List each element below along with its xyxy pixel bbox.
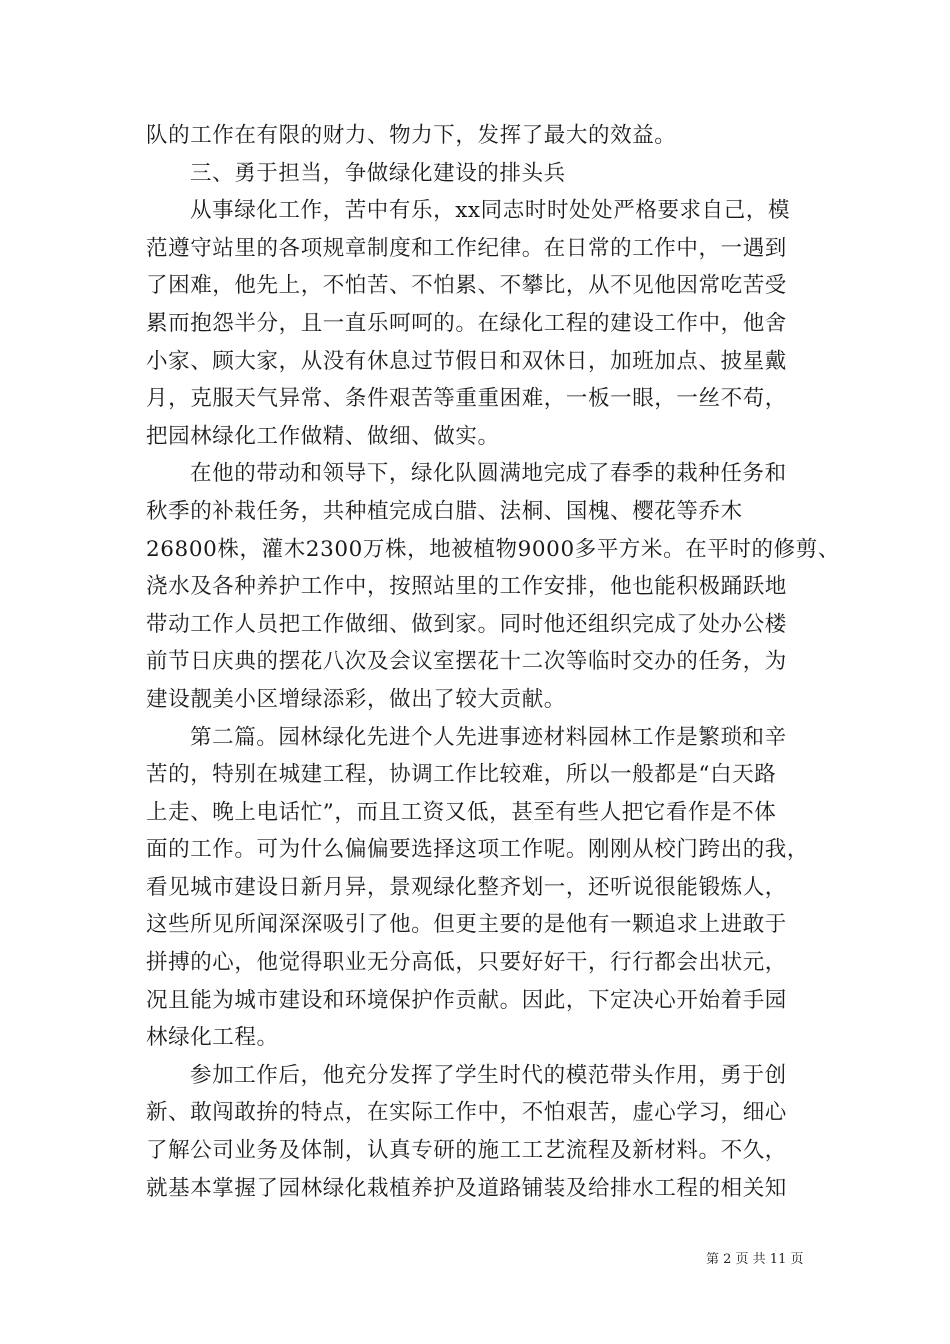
text-line: 参加工作后，他充分发挥了学生时代的模范带头作用，勇于创 (190, 1062, 787, 1088)
text-line: 在他的带动和领导下，绿化队圆满地完成了春季的栽种任务和 (190, 461, 787, 487)
text-line: 范遵守站里的各项规章制度和工作纪律。在日常的工作中，一遇到 (146, 235, 787, 261)
text-line: 这些所见所闻深深吸引了他。但更主要的是他有一颗追求上进敢于 (146, 912, 787, 938)
text-line: 三、勇于担当，争做绿化建设的排头兵 (190, 160, 566, 186)
text-line: 看见城市建设日新月异，景观绿化整齐划一，还听说很能锻炼人， (146, 874, 787, 900)
text-line: 26800株，灌木2300万株，地被植物9000多平方米。在平时的修剪、 (146, 536, 840, 562)
text-line: 从事绿化工作，苦中有乐，xx同志时时处处严格要求自己，模 (190, 198, 791, 224)
text-line: 小家、顾大家，从没有休息过节假日和双休日，加班加点、披星戴 (146, 348, 787, 374)
text-line: 了解公司业务及体制，认真专研的施工工艺流程及新材料。不久， (146, 1138, 787, 1164)
text-line: 把园林绿化工作做精、做细、做实。 (146, 423, 500, 449)
text-line: 苦的，特别在城建工程，协调工作比较难，所以一般都是“白天路 (146, 762, 777, 788)
text-line: 林绿化工程。 (146, 1025, 279, 1051)
text-line: 浇水及各种养护工作中，按照站里的工作安排，他也能积极踊跃地 (146, 574, 787, 600)
text-line: 面的工作。可为什么偏偏要选择这项工作呢。刚刚从校门跨出的我， (146, 837, 810, 863)
text-line: 前节日庆典的摆花八次及会议室摆花十二次等临时交办的任务，为 (146, 649, 787, 675)
text-line: 秋季的补栽任务，共种植完成白腊、法桐、国槐、樱花等乔木 (146, 498, 743, 524)
text-line: 况且能为城市建设和环境保护作贡献。因此，下定决心开始着手园 (146, 987, 787, 1013)
text-line: 累而抱怨半分，且一直乐呵呵的。在绿化工程的建设工作中，他舍 (146, 310, 787, 336)
text-line: 了困难，他先上，不怕苦、不怕累、不攀比，从不见他因常吃苦受 (146, 273, 787, 299)
text-line: 新、敢闯敢拚的特点，在实际工作中，不怕艰苦，虚心学习，细心 (146, 1100, 787, 1126)
text-line: 就基本掌握了园林绿化栽植养护及道路铺装及给排水工程的相关知 (146, 1175, 787, 1201)
text-line: 带动工作人员把工作做细、做到家。同时他还组织完成了处办公楼 (146, 611, 787, 637)
page-number-footer: 第 2 页 共 11 页 (706, 1252, 804, 1267)
text-line: 建设靓美小区增绿添彩，做出了较大贡献。 (146, 686, 566, 712)
text-line: 队的工作在有限的财力、物力下，发挥了最大的效益。 (146, 123, 677, 148)
text-line: 拼搏的心，他觉得职业无分高低，只要好好干，行行都会出状元， (146, 950, 787, 976)
text-line: 月，克服天气异常、条件艰苦等重重困难，一板一眼，一丝不苟， (146, 386, 787, 412)
text-line: 第二篇。园林绿化先进个人先进事迹材料园林工作是繁琐和辛 (190, 724, 787, 750)
text-line: 上走、晚上电话忙”，而且工资又低，甚至有些人把它看作是不体 (146, 799, 777, 825)
body-text (146, 117, 840, 1207)
